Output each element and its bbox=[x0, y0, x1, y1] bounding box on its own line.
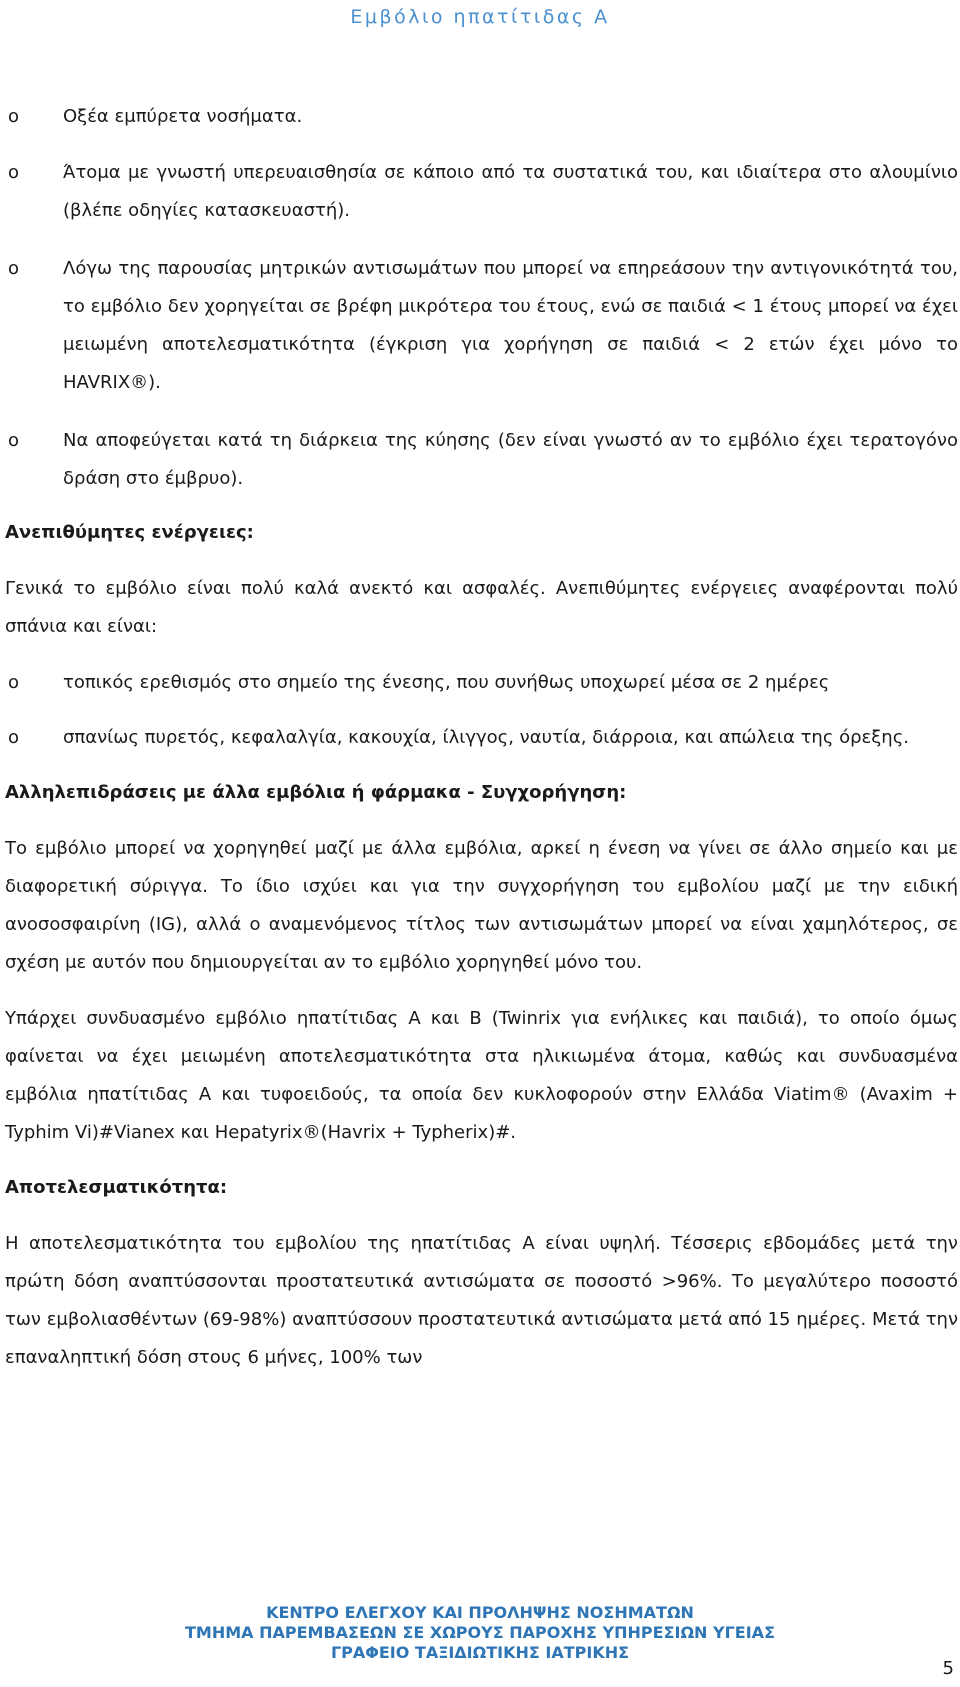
list-item: o Άτομα με γνωστή υπερευαισθησία σε κάποιο από τα συστατικά του, και ιδιαίτερα στο αλουμίνιο (βλέπε οδηγίες κατασκευαστή). bbox=[5, 154, 958, 230]
list-item: o Οξέα εμπύρετα νοσήματα. bbox=[5, 98, 958, 136]
list-item: o τοπικός ερεθισμός στο σημείο της ένεσης, που συνήθως υποχωρεί μέσα σε 2 ημέρες bbox=[5, 664, 958, 702]
section-heading-adverse: Ανεπιθύμητες ενέργειες: bbox=[5, 522, 254, 543]
adverse-effects-list bbox=[5, 664, 958, 757]
paragraph-efficacy-1: Η αποτελεσματικότητα του εμβολίου της ηπατίτιδας Α είναι υψηλή. Τέσσερις εβδομάδες μετά την πρώτη δόση αναπτύσσονται προστατευτικά αντισώματα σε ποσοστό >96%. Το μεγαλύτερο ποσοστό των εμβολιασθέντων (69-98%) αναπτύσσουν προστατευτικά αντισώματα μετά από 15 ημέρες. Μετά την επαναληπτική δόση στους 6 μήνες, 100% των bbox=[5, 1233, 958, 1368]
footer-line-1: ΚΕΝΤΡΟ ΕΛΕΓΧΟΥ ΚΑΙ ΠΡΟΛΗΨΗΣ ΝΟΣΗΜΑΤΩΝ bbox=[266, 1603, 694, 1622]
paragraph-interactions-1: Το εμβόλιο μπορεί να χορηγηθεί μαζί με άλλα εμβόλια, αρκεί η ένεση να γίνει σε άλλο σημείο και με διαφορετική σύριγγα. Το ίδιο ισχύει και για την συγχορήγηση του εμβολίου μαζί με την ειδική ανοσοσφαιρίνη (IG), αλλά ο αναμενόμενος τίτλος των αντισωμάτων μπορεί να είναι χαμηλότερος, σε σχέση με αυτόν που δημιουργείται αν το εμβόλιο χορηγηθεί μόνο του. bbox=[5, 838, 958, 973]
page-number: 5 bbox=[942, 1658, 954, 1679]
footer-line-2: ΤΜΗΜΑ ΠΑΡΕΜΒΑΣΕΩΝ ΣΕ ΧΩΡΟΥΣ ΠΑΡΟΧΗΣ ΥΠΗΡΕΣΙΩΝ ΥΓΕΙΑΣ bbox=[184, 1623, 775, 1642]
document-body bbox=[5, 98, 958, 1377]
section-heading-efficacy: Αποτελεσματικότητα: bbox=[5, 1177, 228, 1198]
list-item: o σπανίως πυρετός, κεφαλαλγία, κακουχία, ίλιγγος, ναυτία, διάρροια, και απώλεια της όρεξης. bbox=[5, 719, 958, 757]
list-item: o Να αποφεύγεται κατά τη διάρκεια της κύησης (δεν είναι γνωστό αν το εμβόλιο έχει τερατογόνο δράση στο έμβρυο). bbox=[5, 422, 958, 498]
page-header-title: Εμβόλιο ηπατίτιδας Α bbox=[350, 6, 610, 28]
page-footer bbox=[0, 1603, 960, 1663]
list-item: o Λόγω της παρουσίας μητρικών αντισωμάτων που μπορεί να επηρεάσουν την αντιγονικότητά του, το εμβόλιο δεν χορηγείται σε βρέφη μικρότερα του έτους, ενώ σε παιδιά < 1 έτους μπορεί να έχει μειωμένη αποτελεσματικότητα (έγκριση για χορήγηση σε παιδιά < 2 ετών έχει μόνο το HAVRIX®). bbox=[5, 250, 958, 402]
paragraph-adverse-intro: Γενικά το εμβόλιο είναι πολύ καλά ανεκτό και ασφαλές. Ανεπιθύμητες ενέργειες αναφέρονται πολύ σπάνια και είναι: bbox=[5, 578, 958, 637]
paragraph-interactions-2: Υπάρχει συνδυασμένο εμβόλιο ηπατίτιδας Α και Β (Twinrix για ενήλικες και παιδιά), το οποίο όμως φαίνεται να έχει μειωμένη αποτελεσματικότητα στα ηλικιωμένα άτομα, καθώς και συνδυασμένα εμβόλια ηπατίτιδας Α και τυφοειδούς, τα οποία δεν κυκλοφορούν στην Ελλάδα Viatim® (Avaxim + Typhim Vi)#Vianex και Hepatyrix®(Havrix + Typherix)#. bbox=[5, 1008, 958, 1143]
section-heading-interactions: Αλληλεπιδράσεις με άλλα εμβόλια ή φάρμακα - Συγχορήγηση: bbox=[5, 782, 627, 803]
footer-line-3: ΓΡΑΦΕΙΟ ΤΑΞΙΔΙΩΤΙΚΗΣ ΙΑΤΡΙΚΗΣ bbox=[330, 1643, 630, 1662]
contraindications-list bbox=[5, 98, 958, 498]
